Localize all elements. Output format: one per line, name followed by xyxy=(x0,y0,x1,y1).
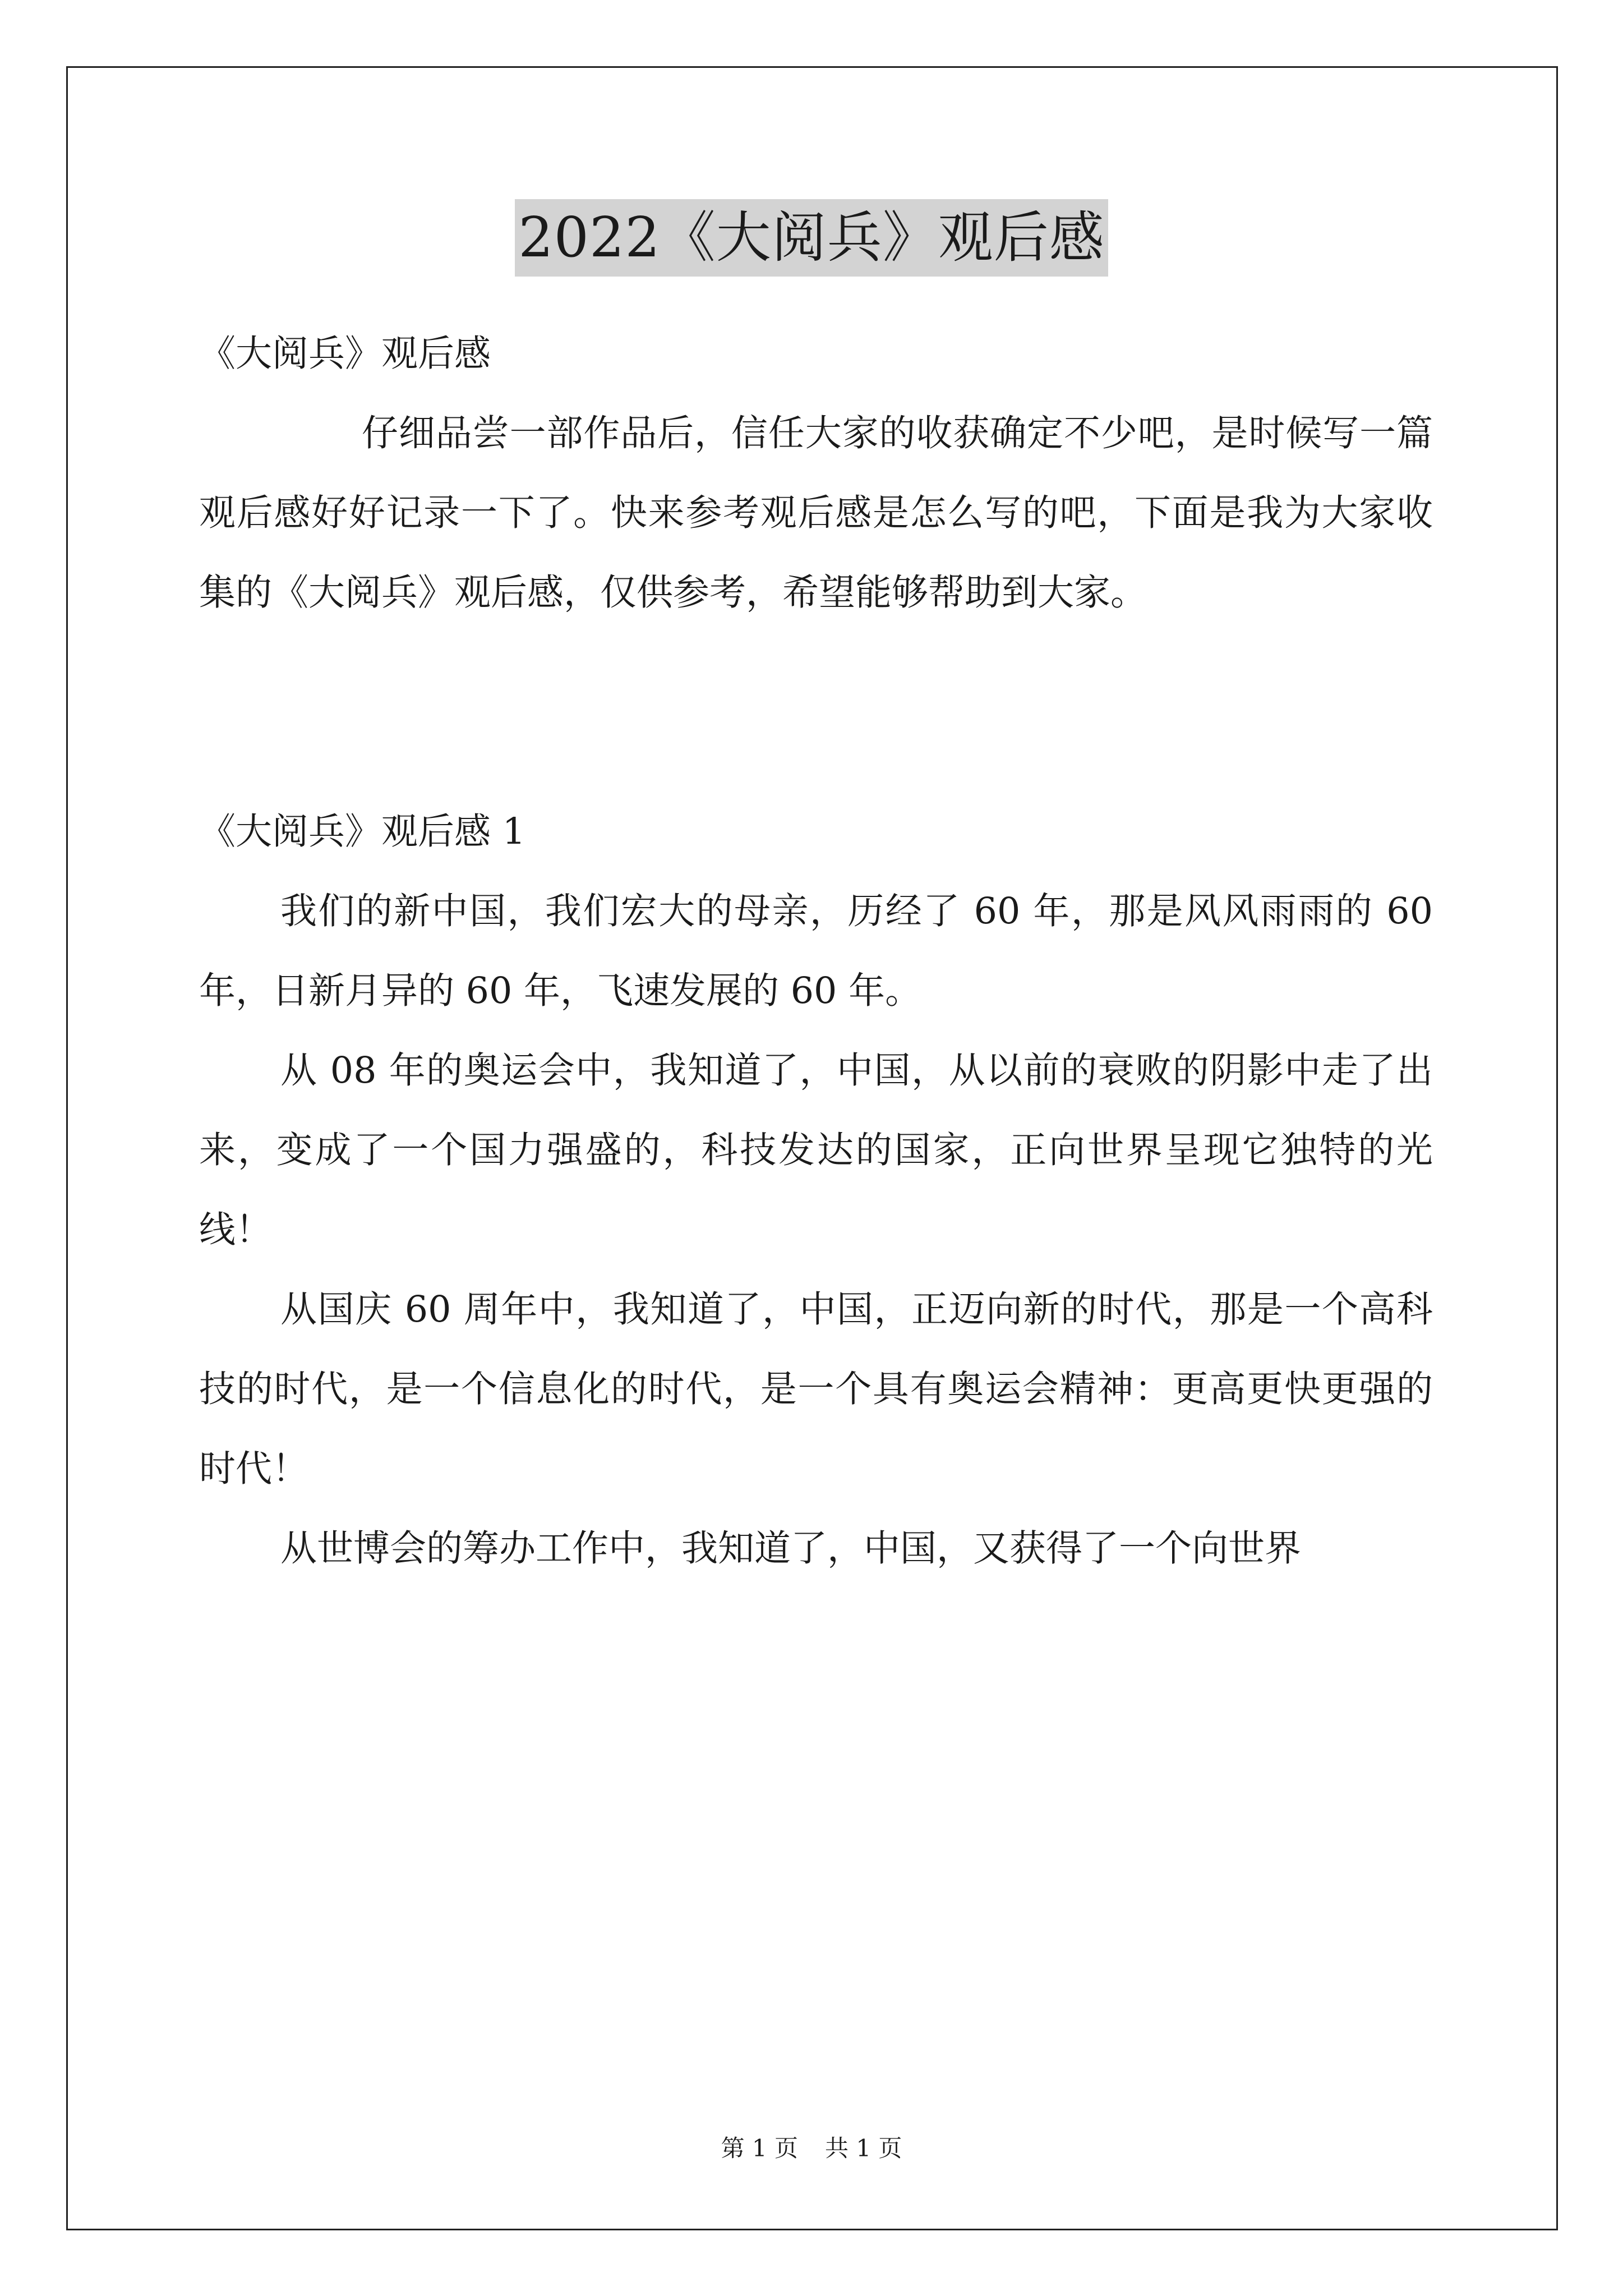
body-paragraph: 从世博会的筹办工作中，我知道了，中国，又获得了一个向世界 xyxy=(280,1527,1302,1570)
document-body xyxy=(199,314,1433,1589)
page-total: 共 1 页 xyxy=(825,2134,902,2162)
document-title: 2022《大阅兵》观后感 xyxy=(515,199,1108,277)
document-subtitle: 《大阅兵》观后感 xyxy=(199,333,491,375)
body-paragraph: 从国庆 60 周年中，我知道了，中国，正迈向新的时代，那是一个高科技的时代，是一个信息化的时代，是一个具有奥运会精神：更高更快更强的时代！ xyxy=(199,1289,1433,1490)
body-paragraph: 我们的新中国，我们宏大的母亲，历经了 60 年，那是风风雨雨的 60 年，日新月异的 60 年，飞速发展的 60 年。 xyxy=(199,890,1433,1012)
intro-paragraph: 仔细品尝一部作品后，信任大家的收获确定不少吧，是时候写一篇观后感好好记录一下了。快来参考观后感是怎么写的吧，下面是我为大家收集的《大阅兵》观后感，仅供参考，希望能够帮助到大家。 xyxy=(199,412,1433,614)
section-spacer xyxy=(199,633,1433,792)
title-container xyxy=(0,199,1623,277)
body-paragraph: 从 08 年的奥运会中，我知道了，中国，从以前的衰败的阴影中走了出来，变成了一个国力强盛的，科技发达的国家，正向世界呈现它独特的光线！ xyxy=(199,1050,1433,1251)
page-number: 第 1 页 xyxy=(721,2134,798,2162)
page-footer xyxy=(0,2132,1623,2165)
section-heading: 《大阅兵》观后感 1 xyxy=(199,811,526,853)
